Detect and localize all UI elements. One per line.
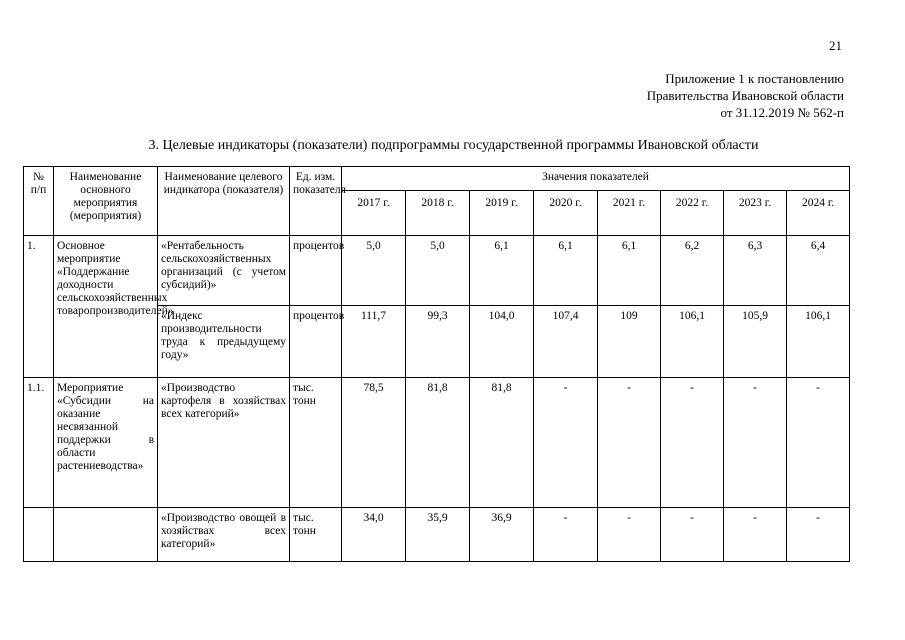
cell-value: 104,0 xyxy=(470,306,534,378)
cell-indicator: «Индекс производительности труда к предыдущему году» xyxy=(158,306,290,378)
cell-value: 6,2 xyxy=(661,236,724,306)
cell-value: 99,3 xyxy=(406,306,470,378)
cell-value: - xyxy=(787,508,850,562)
cell-value: 81,8 xyxy=(406,378,470,508)
header-indicator: Наименование целевого индикатора (показателя) xyxy=(158,167,290,236)
cell-num: 1.1. xyxy=(24,378,54,508)
cell-num: 1. xyxy=(24,236,54,378)
cell-value: 36,9 xyxy=(470,508,534,562)
appendix-header xyxy=(647,70,844,121)
cell-value: 106,1 xyxy=(787,306,850,378)
cell-event xyxy=(54,508,158,562)
cell-value: 107,4 xyxy=(534,306,598,378)
cell-value: 6,1 xyxy=(534,236,598,306)
cell-value: 5,0 xyxy=(342,236,406,306)
cell-value: 78,5 xyxy=(342,378,406,508)
cell-value: 6,3 xyxy=(724,236,787,306)
appendix-line-3: от 31.12.2019 № 562-п xyxy=(720,105,844,120)
cell-value: 106,1 xyxy=(661,306,724,378)
cell-indicator: «Производство овощей в хозяйствах всех категорий» xyxy=(158,508,290,562)
cell-value: - xyxy=(598,378,661,508)
header-event: Наименование основного мероприятия (мероприятия) xyxy=(54,167,158,236)
header-year: 2024 г. xyxy=(787,191,850,236)
header-values: Значения показателей xyxy=(342,167,850,191)
cell-value: 35,9 xyxy=(406,508,470,562)
cell-value: 6,4 xyxy=(787,236,850,306)
cell-value: - xyxy=(661,378,724,508)
cell-value: 5,0 xyxy=(406,236,470,306)
header-year: 2023 г. xyxy=(724,191,787,236)
header-year: 2018 г. xyxy=(406,191,470,236)
cell-value: 6,1 xyxy=(598,236,661,306)
cell-value: - xyxy=(724,378,787,508)
cell-value: - xyxy=(661,508,724,562)
cell-event: Мероприятие «Субсидии на оказание несвязанной поддержки в области растениеводства» xyxy=(54,378,158,508)
cell-value: 34,0 xyxy=(342,508,406,562)
appendix-line-1: Приложение 1 к постановлению xyxy=(665,71,844,86)
cell-value: 6,1 xyxy=(470,236,534,306)
cell-value: 111,7 xyxy=(342,306,406,378)
table-row xyxy=(24,236,850,306)
appendix-line-2: Правительства Ивановской области xyxy=(646,88,844,103)
cell-value: 81,8 xyxy=(470,378,534,508)
cell-value: 109 xyxy=(598,306,661,378)
document-title xyxy=(0,138,905,154)
cell-indicator: «Производство картофеля в хозяйствах всех категорий» xyxy=(158,378,290,508)
cell-value: - xyxy=(598,508,661,562)
document-title-text: 3. Целевые индикаторы (показатели) подпрограммы государственной программы Ивановской области xyxy=(148,138,759,153)
cell-num xyxy=(24,508,54,562)
cell-value: - xyxy=(534,508,598,562)
header-year: 2019 г. xyxy=(470,191,534,236)
table-row xyxy=(24,508,850,562)
header-year: 2017 г. xyxy=(342,191,406,236)
cell-unit: тыс. тонн xyxy=(290,378,342,508)
table-row xyxy=(24,378,850,508)
header-num: № п/п xyxy=(24,167,54,236)
header-year: 2022 г. xyxy=(661,191,724,236)
cell-indicator: «Рентабельность сельскохозяйственных организаций (с учетом субсидий)» xyxy=(158,236,290,306)
header-year: 2021 г. xyxy=(598,191,661,236)
indicators-table xyxy=(23,166,850,562)
cell-unit: процентов xyxy=(290,236,342,306)
cell-value: 105,9 xyxy=(724,306,787,378)
cell-value: - xyxy=(787,378,850,508)
cell-value: - xyxy=(724,508,787,562)
page-number: 21 xyxy=(829,38,842,53)
cell-value: - xyxy=(534,378,598,508)
cell-unit: процентов xyxy=(290,306,342,378)
cell-event: Основное мероприятие «Поддержание доходности сельскохозяйственных товаропроизводителей» xyxy=(54,236,158,378)
cell-unit: тыс. тонн xyxy=(290,508,342,562)
header-year: 2020 г. xyxy=(534,191,598,236)
header-unit: Ед. изм. показателя xyxy=(290,167,342,236)
